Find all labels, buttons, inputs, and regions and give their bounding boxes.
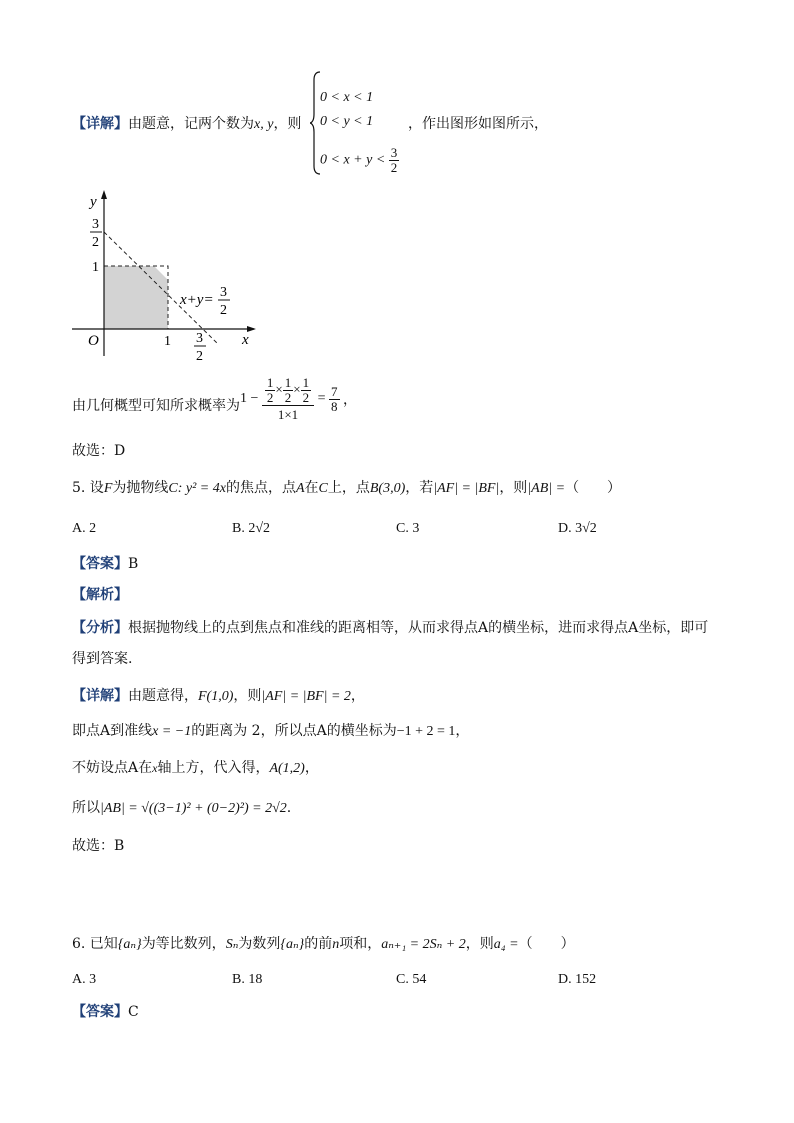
q5-d2-e: ， <box>455 723 470 739</box>
q6-answer <box>72 1002 139 1022</box>
q6-stem-c: 为数列 <box>238 936 281 952</box>
q6-stem-b: 为等比数列， <box>141 936 226 952</box>
tail: ， <box>343 392 357 408</box>
detail-text-b: ，则 <box>273 116 302 132</box>
system-line-1: 0 < x < 1 <box>320 90 374 105</box>
big-fraction-den: 1×1 <box>277 407 299 422</box>
q5-fenxi-2: 得到答案. <box>72 651 133 667</box>
q5-stem <box>72 478 621 499</box>
big-fraction-num: $\frac{1}{2}$ × $\frac{1}{2}$ × $\frac{1}{2}$ <box>262 376 314 406</box>
system-line-3 <box>320 146 399 175</box>
q5-d3-e: ， <box>304 760 319 776</box>
q5-stem-a: 5. 设 <box>72 480 104 496</box>
q5-stem-d: 在 <box>304 480 319 496</box>
choice-d: 故选：D <box>72 443 126 459</box>
q6-option-a: A. 3 <box>72 972 97 987</box>
q5-paren: （ ） <box>565 480 622 496</box>
q6-stem <box>72 934 575 955</box>
q6-option-d: D. 152 <box>558 972 597 987</box>
probability-formula <box>240 376 357 422</box>
q5-C2: C <box>318 481 328 496</box>
line-label-num: 3 <box>220 285 227 300</box>
q5-analysis-label: 【解析】 <box>72 587 128 603</box>
q5-d1-c: ，则 <box>233 688 262 704</box>
q5-answer-value: B <box>128 556 139 572</box>
q5-d4-b: |AB| = √((3−1)² + (0−2)²) = 2√2 <box>100 801 287 816</box>
q5-d3-b: x <box>152 761 158 775</box>
half-3: $\frac{1}{2}$ <box>302 375 310 405</box>
q5-d3-d: A(1,2) <box>269 761 305 776</box>
q5-detail-tag: 【详解】 <box>72 688 128 704</box>
q6-paren: （ ） <box>518 936 575 952</box>
q5-d1-b: F(1,0) <box>198 689 234 704</box>
x-tick-32-den: 2 <box>196 349 203 364</box>
q5-eq: : y² = 4x <box>177 481 226 496</box>
q5-cond: |AF| = |BF| <box>433 481 500 496</box>
x-tick-1: 1 <box>164 334 171 349</box>
x-axis-label: x <box>242 332 249 348</box>
vars: x, y <box>254 117 274 132</box>
q5-analysis-tag <box>72 585 128 605</box>
q6-answer-tag: 【答案】 <box>72 1004 128 1020</box>
q5-d1-e: ， <box>350 688 365 704</box>
result-fraction: $\frac{7}{8}$ <box>331 383 338 414</box>
q5-d3-c: 轴上方，代入得， <box>157 760 270 776</box>
q5-d4-a: 所以 <box>72 800 100 816</box>
q6-seq-2: {aₙ} <box>280 937 305 952</box>
q5-answer-tag: 【答案】 <box>72 556 128 572</box>
system-line-3-left: 0 < x + y < <box>320 152 386 168</box>
y-arrow-icon <box>101 190 107 199</box>
one-minus: 1 − <box>240 391 259 406</box>
q5-F: F <box>103 481 113 496</box>
q5-detail-3 <box>72 758 319 779</box>
q5-C: C <box>168 481 178 496</box>
q6-option-b: B. 18 <box>232 972 263 987</box>
x-tick-32-num: 3 <box>196 331 203 346</box>
origin-label: O <box>88 333 99 349</box>
q5-A: A <box>295 481 305 496</box>
line-label-den: 2 <box>220 303 227 318</box>
q6-stem-f: ，则 <box>465 936 494 952</box>
q5-d2-b: x = −1 <box>152 724 192 739</box>
region-graph <box>66 186 256 366</box>
q6-stem-d: 的前 <box>304 936 333 952</box>
y-axis-label: y <box>90 194 97 210</box>
q6-option-c: C. 54 <box>396 972 427 987</box>
fraction-3-2: $\frac{3}{2}$ <box>390 145 398 175</box>
y-tick-32-den: 2 <box>92 235 99 250</box>
q5-stem-e: 上，点 <box>327 480 370 496</box>
equals: = <box>317 391 326 406</box>
shaded-region <box>104 266 168 329</box>
q5-detail-1 <box>72 686 365 707</box>
q5-d2-a: 即点A到准线 <box>72 723 153 739</box>
q6-a4: a₄ = <box>493 937 519 952</box>
q5-fenxi-text-1: 根据抛物线上的点到焦点和准线的距离相等，从而求得点A的横坐标，进而求得点A坐标，即可 <box>128 620 709 636</box>
q5-choice: 故选：B <box>72 838 125 854</box>
detail-line-1 <box>72 114 301 135</box>
detail-text-a: 由题意，记两个数为 <box>128 116 254 132</box>
q5-stem-f: ，若 <box>405 480 434 496</box>
q6-answer-value: C <box>128 1004 139 1020</box>
big-fraction <box>262 376 314 422</box>
q5-option-c: C. 3 <box>396 521 420 536</box>
y-tick-1: 1 <box>92 260 99 275</box>
y-tick-32-num: 3 <box>92 217 99 232</box>
q6-Sn: Sₙ <box>225 937 239 952</box>
q6-seq: {aₙ} <box>117 937 142 952</box>
q6-rel: aₙ₊₁ = 2Sₙ + 2 <box>381 937 466 952</box>
q5-detail-4 <box>72 798 291 819</box>
q5-stem-b: 为抛物线 <box>112 480 169 496</box>
q5-answer <box>72 554 138 574</box>
probability-text: 由几何概型可知所求概率为 <box>72 398 240 414</box>
line-label: x+y= <box>180 292 214 308</box>
q5-fenxi-tag: 【分析】 <box>72 620 128 636</box>
q6-stem-a: 6. 已知 <box>72 936 118 952</box>
q5-option-b: B. 2√2 <box>232 521 271 536</box>
q5-d4-c: . <box>286 800 292 816</box>
q5-stem-c: 的焦点，点 <box>225 480 296 496</box>
half-1: $\frac{1}{2}$ <box>266 375 274 405</box>
q5-d2-c: 的距离为 2，所以点A的横坐标为 <box>191 723 397 739</box>
q5-d3-a: 不妨设点A在 <box>72 760 153 776</box>
q5-d1-d: |AF| = |BF| = 2 <box>261 689 351 704</box>
q5-d1-a: 由题意得， <box>128 688 198 704</box>
q5-ask: |AB| = <box>527 481 566 496</box>
q6-stem-e: 项和， <box>339 936 382 952</box>
q5-fenxi-1 <box>72 618 708 638</box>
detail-tag: 【详解】 <box>72 116 128 132</box>
q5-option-d: D. 3√2 <box>558 521 597 536</box>
q5-option-a: A. 2 <box>72 521 97 536</box>
system-line-2: 0 < y < 1 <box>320 114 374 129</box>
q6-n: n <box>332 937 340 952</box>
q5-d2-d: −1 + 2 = 1 <box>396 724 456 739</box>
q5-stem-g: ，则 <box>499 480 528 496</box>
q5-detail-2 <box>72 721 469 742</box>
detail-text-c: ，作出图形如图所示， <box>408 116 548 132</box>
q5-B: B(3,0) <box>369 481 406 496</box>
half-2: $\frac{1}{2}$ <box>284 375 292 405</box>
